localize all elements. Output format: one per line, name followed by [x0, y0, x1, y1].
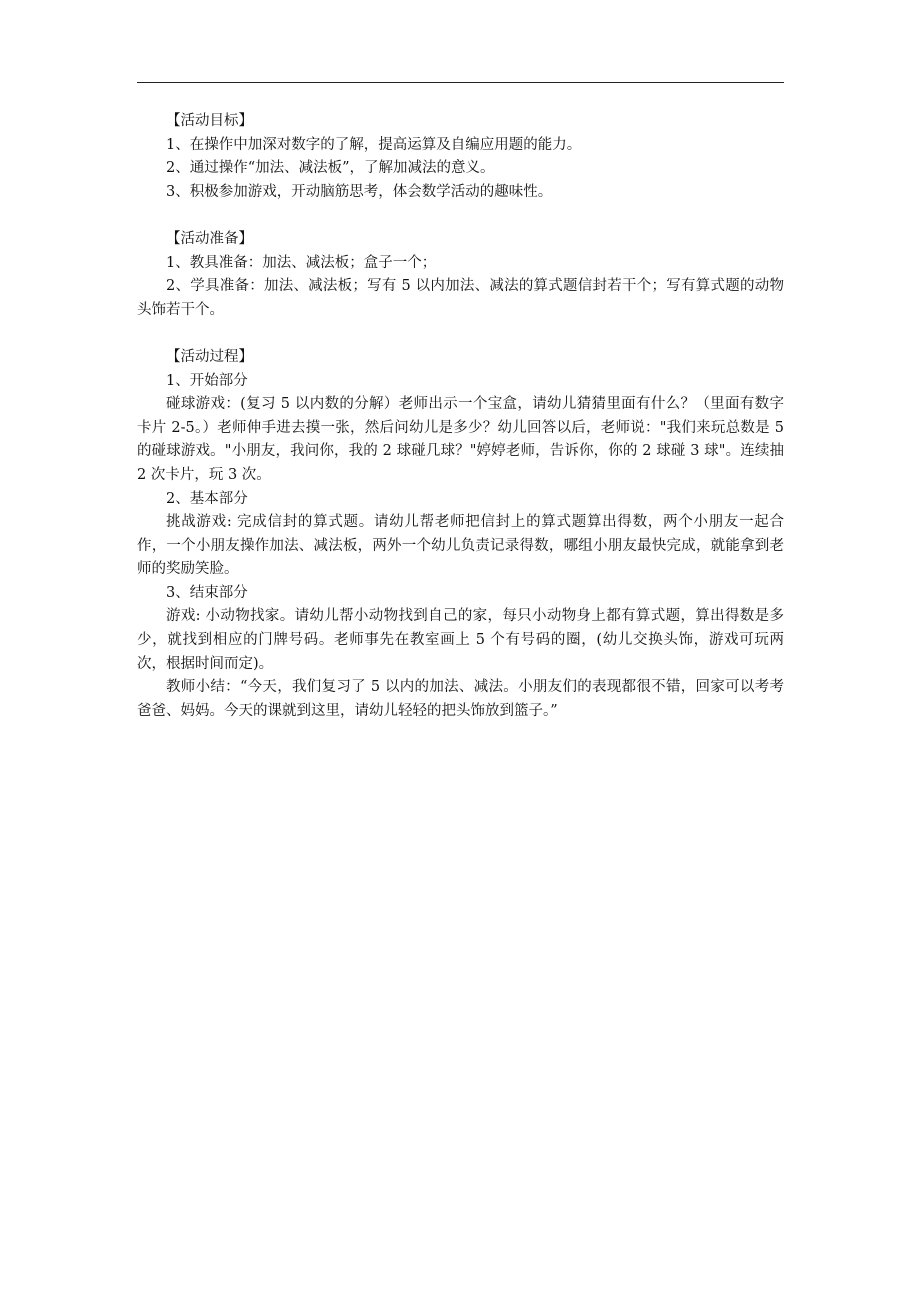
paragraph: 2、学具准备：加法、减法板；写有 5 以内加法、减法的算式题信封若干个；写有算式题的动物头饰若干个。: [137, 278, 784, 318]
paragraph: 教师小结：“今天，我们复习了 5 以内的加法、减法。小朋友们的表现都很不错，回家可以考考爸爸、妈妈。今天的课就到这里，请幼儿轻轻的把头饰放到篮子。”: [137, 679, 784, 719]
section-activity-goals: [137, 110, 784, 204]
section-activity-preparation: [137, 228, 784, 322]
subsection-title: 1、开始部分: [166, 372, 248, 389]
subsection-title: 3、结束部分: [166, 584, 248, 601]
section-heading: 【活动过程】: [166, 348, 253, 365]
document-body: [137, 110, 784, 723]
section-heading: 【活动目标】: [166, 113, 253, 129]
section-gap: [137, 322, 784, 346]
paragraph: 挑战游戏: 完成信封的算式题。请幼儿帮老师把信封上的算式题算出得数，两个小朋友一起合作，一个小朋友操作加法、减法板，两外一个幼儿负责记录得数，哪组小朋友最快完成，就能拿到老师的奖励笑脸。: [137, 514, 784, 578]
paragraph: 碰球游戏：(复习 5 以内数的分解）老师出示一个宝盒，请幼儿猜猜里面有什么？（里面有数字卡片 2-5。）老师伸手进去摸一张，然后问幼儿是多少？幼儿回答以后，老师说："我们来玩总数是 5 的碰球游戏。"小朋友，我问你，我的 2 球碰几球？"婷婷老师，告诉你，你的 2 球碰 3 球"。连续抽 2 次卡片，玩 3 次。: [137, 396, 784, 483]
paragraph: 游戏: 小动物找家。请幼儿帮小动物找到自己的家，每只小动物身上都有算式题，算出得数是多少，就找到相应的门牌号码。老师事先在教室画上 5 个有号码的圈，(幼儿交换头饰，游戏可玩两次，根据时间而定)。: [137, 608, 784, 672]
header-rule: [137, 82, 784, 83]
section-activity-process: [137, 346, 784, 724]
subsection-title: 2、基本部分: [166, 490, 248, 507]
section-gap: [137, 204, 784, 228]
paragraph: 1、教具准备：加法、减法板；盒子一个；: [166, 254, 437, 271]
paragraph: 2、通过操作“加法、减法板”，了解加减法的意义。: [166, 160, 495, 177]
paragraph: 3、积极参加游戏，开动脑筋思考，体会数学活动的趣味性。: [166, 183, 553, 200]
section-heading: 【活动准备】: [166, 230, 253, 247]
paragraph: 1、在操作中加深对数字的了解，提高运算及自编应用题的能力。: [166, 136, 582, 153]
